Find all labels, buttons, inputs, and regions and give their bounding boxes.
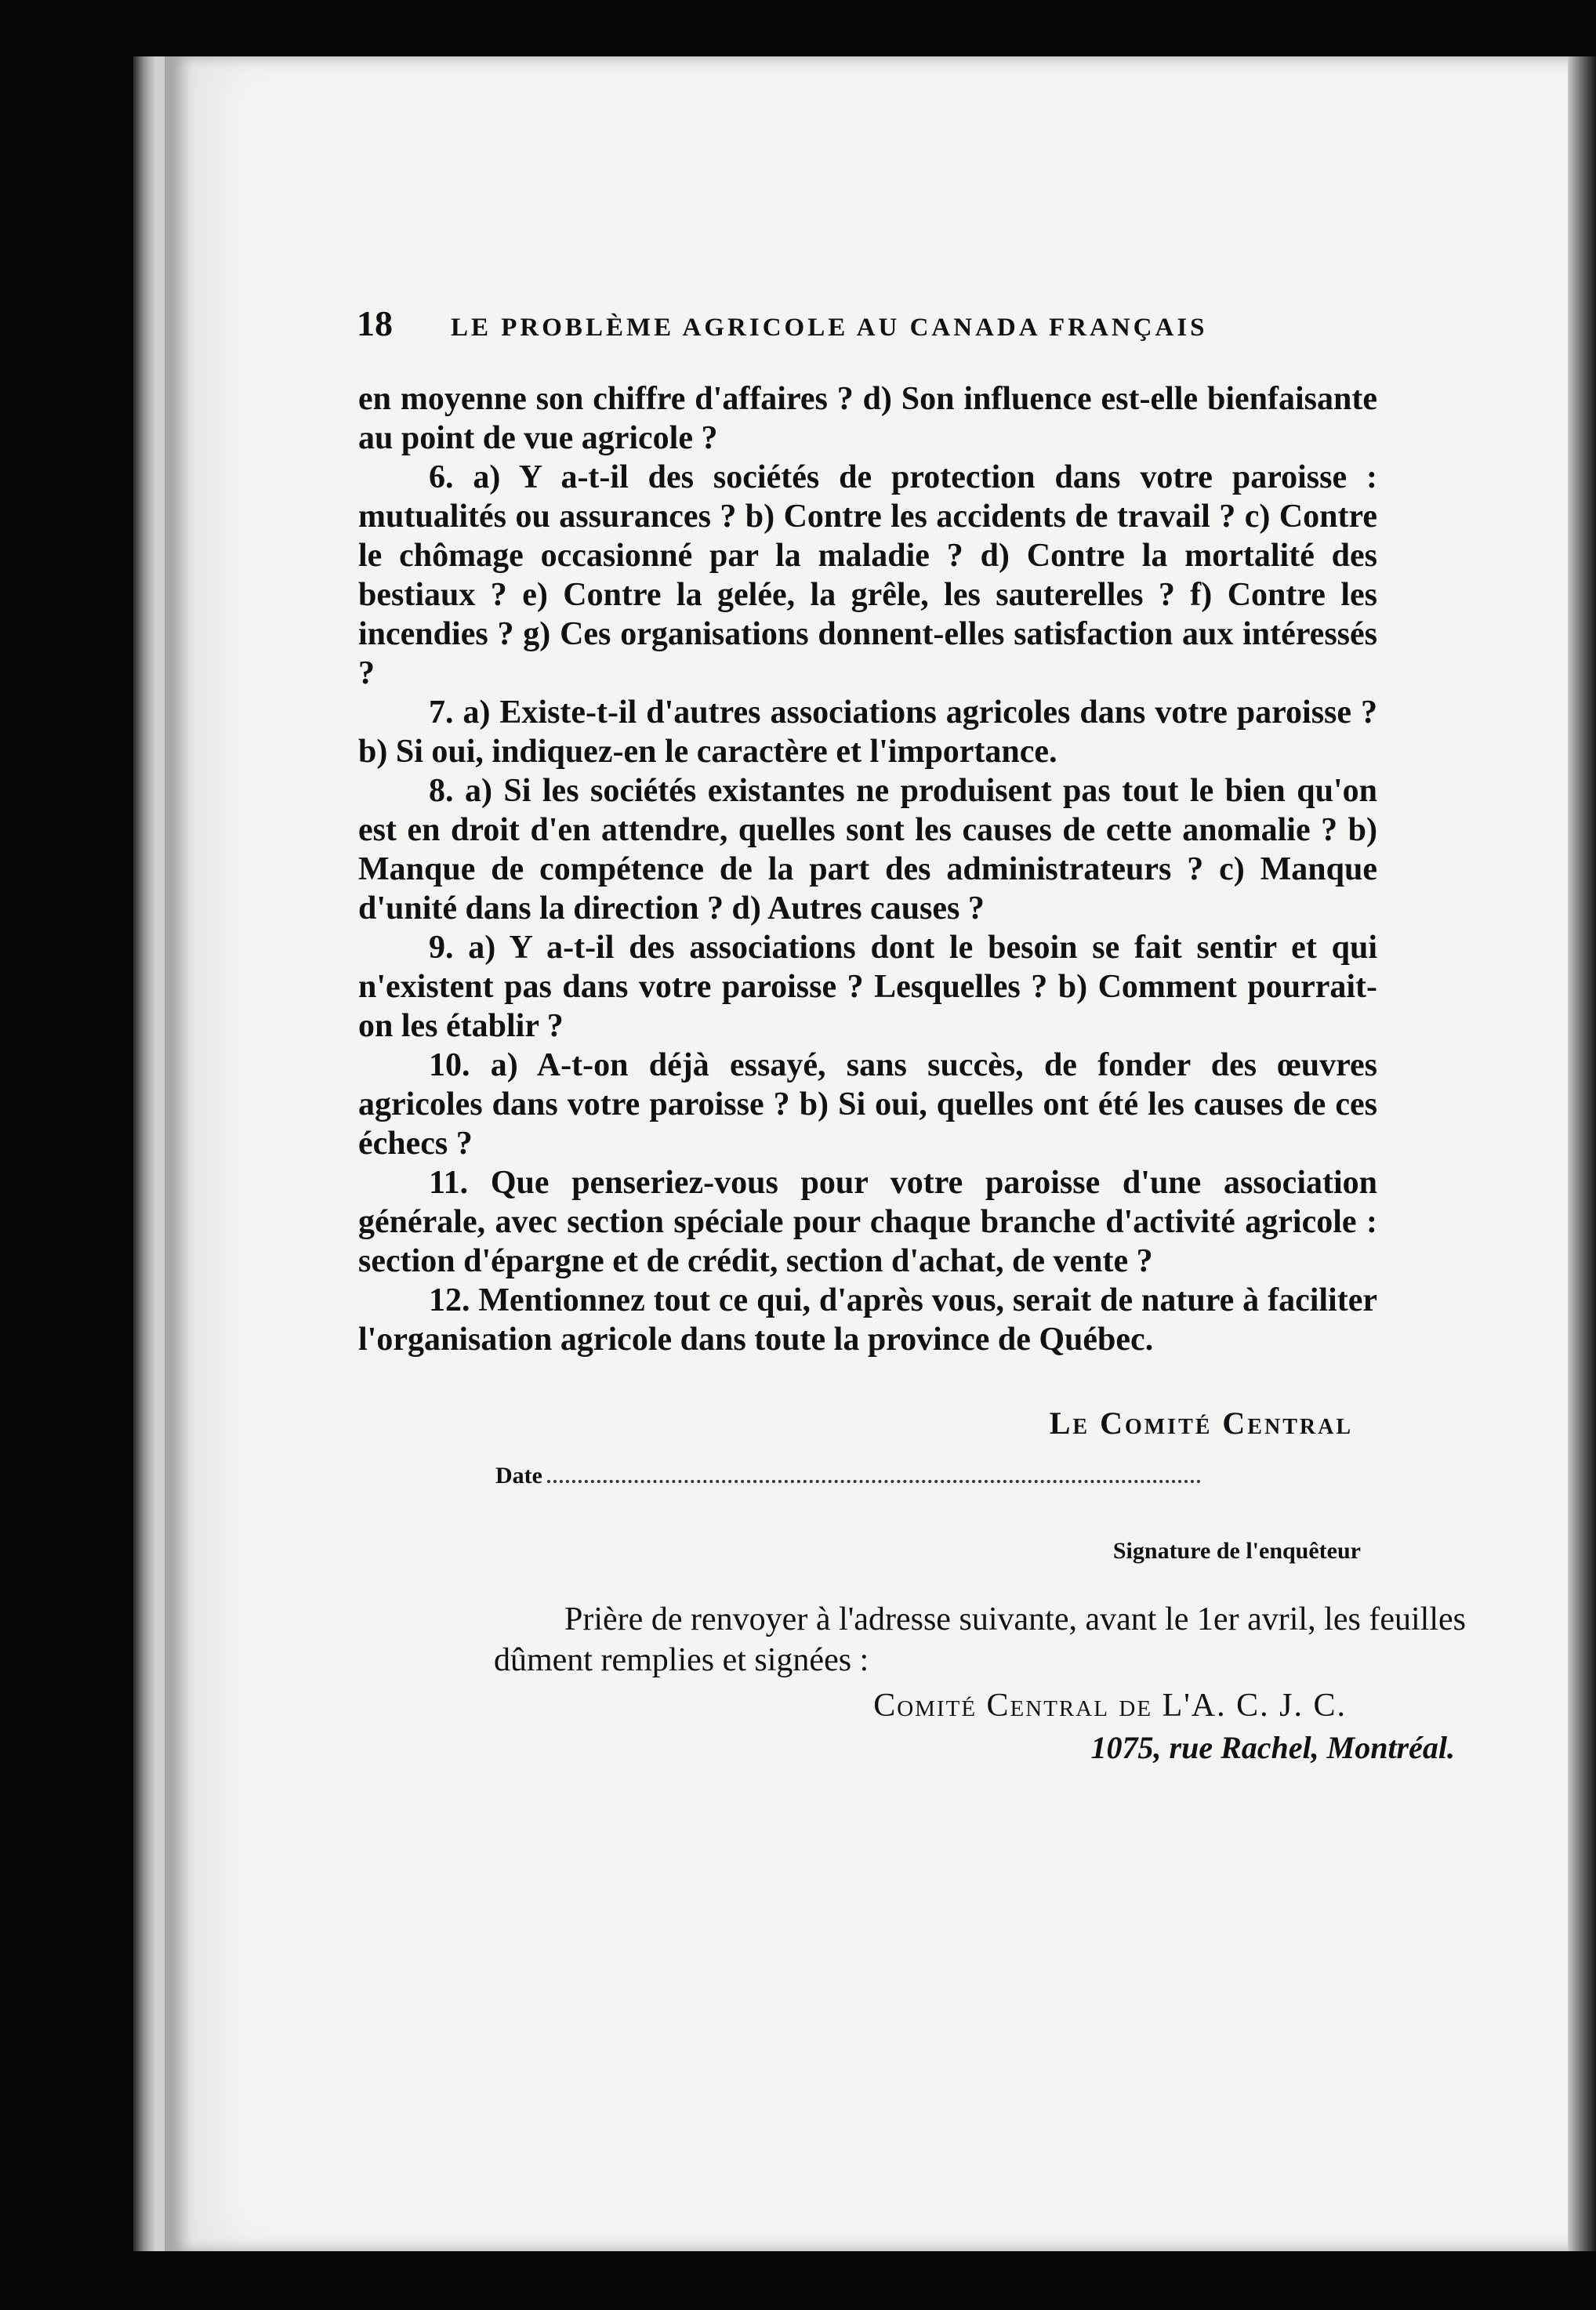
- date-label: Date: [495, 1463, 542, 1489]
- question-12: 12. Mentionnez tout ce qui, d'après vous, serait de nature à faciliter l'organisation agricole dans toute la province de Québec.: [358, 1282, 1377, 1358]
- running-title: LE PROBLÈME AGRICOLE AU CANADA FRANÇAIS: [451, 314, 1208, 342]
- return-instructions: [494, 1599, 1466, 1681]
- signature-caption: Signature de l'enquêteur: [1112, 1538, 1361, 1564]
- question-9: 9. a) Y a-t-il des associations dont le besoin se fait sentir et qui n'existent pas dans votre paroisse ? Lesquelles ? b) Comment pourrait-on les établir ?: [358, 930, 1377, 1044]
- question-11: 11. Que penseriez-vous pour votre paroisse d'une association générale, avec section spéciale pour chaque branche d'activité agricole : section d'épargne et de crédit, section d'achat, de vente ?: [358, 1165, 1377, 1279]
- date-line: [495, 1463, 1201, 1489]
- signoff: Le Comité Central: [1049, 1405, 1353, 1441]
- questionnaire-text: [358, 379, 1377, 1359]
- date-dotted-line: [547, 1463, 1201, 1483]
- committee-name: Comité Central de L'A. C. J. C.: [873, 1688, 1347, 1724]
- committee-address: 1075, rue Rachel, Montréal.: [1090, 1730, 1455, 1765]
- page-header: [357, 303, 1360, 344]
- return-note: Prière de renvoyer à l'adresse suivante, avant le 1er avril, les feuilles dûment remplies et signées :: [494, 1601, 1466, 1678]
- page-number: 18: [357, 303, 393, 343]
- page-edge-left: [133, 56, 157, 2251]
- question-10: 10. a) A-t-on déjà essayé, sans succès, de fonder des œuvres agricoles dans votre paroisse ? b) Si oui, quelles ont été les causes de ces échecs ?: [358, 1047, 1377, 1162]
- question-6: 6. a) Y a-t-il des sociétés de protection dans votre paroisse : mutualités ou assurances ? b) Contre les accidents de travail ? c) Contre le chômage occasionné par la maladie ? d) Contre la mortalité des bestiaux ? e) Contre la gelée, la grêle, les sauterelles ? f) Contre les incendies ? g) Ces organisations donnent-elles satisfaction aux intéressés ?: [358, 459, 1377, 691]
- question-7: 7. a) Existe-t-il d'autres associations agricoles dans votre paroisse ? b) Si oui, indiquez-en le caractère et l'importance.: [358, 694, 1377, 770]
- question-8: 8. a) Si les sociétés existantes ne produisent pas tout le bien qu'on est en droit d'en attendre, quelles sont les causes de cette anomalie ? b) Manque de compétence de la part des administrateurs ? c) Manque d'unité dans la direction ? d) Autres causes ?: [358, 773, 1377, 927]
- page-edge-right: [1568, 56, 1596, 2251]
- paragraph-5-continued: en moyenne son chiffre d'affaires ? d) Son influence est-elle bienfaisante au point de vue agricole ?: [358, 381, 1377, 456]
